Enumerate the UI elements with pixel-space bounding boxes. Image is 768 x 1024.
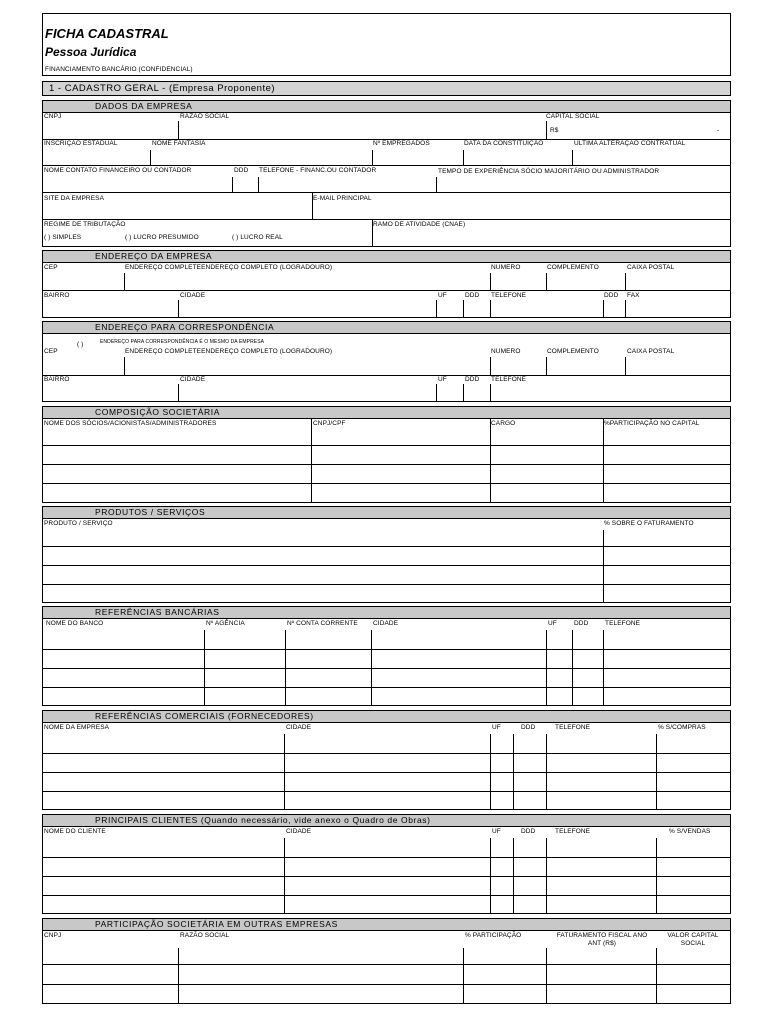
divider [546,630,547,706]
divider [42,895,731,896]
divider [178,948,179,1004]
divider [490,838,491,914]
col-cnpj: CNPJ [44,932,62,939]
divider [178,384,179,402]
label-capital-social: CAPITAL SOCIAL [546,113,600,120]
label-ddd: DDD [465,292,480,299]
col-nome-empresa: NOME DA EMPRESA [44,724,110,731]
label-uf: UF [438,376,447,383]
label-telefone: TELEFONE [491,376,527,383]
divider [42,464,731,465]
divider [603,300,604,318]
divider [546,948,547,1004]
divider [546,734,547,810]
divider [603,418,604,503]
label-currency: R$ [550,127,559,134]
divider [436,384,437,402]
divider [42,375,731,376]
produtos-title: PRODUTOS / SERVIÇOS [95,507,206,517]
divider [42,192,731,193]
divider [463,948,464,1004]
col-uf: UF [492,828,501,835]
section-1-bar [42,81,731,96]
dados-empresa-title: DADOS DA EMPRESA [95,101,193,111]
col-faturamento-fiscal: FATURAMENTO FISCAL ANO ANT (R$) [556,932,648,947]
clientes-title: PRINCIPAIS CLIENTES (Quando necessário, vide anexo o Quadro de Obras) [95,815,431,825]
col-uf: UF [492,724,501,731]
col-ddd: DDD [574,620,589,627]
clientes-table [42,826,731,914]
divider [284,734,285,810]
same-address-checkbox[interactable]: ( ) [77,341,84,348]
divider [42,483,731,484]
divider [42,964,731,965]
col-cidade: CIDADE [286,724,312,731]
col-conta-corrente: Nº CONTA CORRENTE [287,620,358,627]
option-lucro-presumido[interactable]: ( ) LUCRO PRESUMIDO [125,234,199,241]
divider [603,530,604,603]
label-nome-fantasia: NOME FANTASIA [152,140,206,147]
divider [656,948,657,1004]
form-title: FICHA CADASTRAL [45,26,169,41]
label-razao-social: RAZÃO SOCIAL [180,113,230,120]
col-ddd: DDD [521,724,536,731]
divider [463,384,464,402]
label-numero: NUMERO [491,264,521,271]
divider [625,357,626,375]
correspondencia-title: ENDEREÇO PARA CORRESPONDÊNCIA [95,322,275,332]
label-telefone: TELEFONE [491,292,527,299]
divider [513,838,514,914]
label-ddd: DDD [465,376,480,383]
divider [372,150,373,165]
label-experiencia: TEMPO DE EXPERIÊNCIA SÓCIO MAJORITÁRIO OU ADMINISTRADOR [438,168,660,175]
divider [572,630,573,706]
divider [42,791,731,792]
divider [42,687,731,688]
divider [42,649,731,650]
divider [42,565,731,566]
divider [656,838,657,914]
divider [490,357,491,375]
divider [490,734,491,810]
divider [546,357,547,375]
label-complemento: COMPLEMENTO [547,348,599,355]
col-cidade: CIDADE [286,828,312,835]
divider [284,838,285,914]
divider [42,219,731,220]
divider [656,734,657,810]
divider [285,630,286,706]
divider [546,838,547,914]
label-dash: - [717,127,720,134]
divider [572,150,573,165]
col-sobre-compras: % S/COMPRAS [658,724,706,731]
col-agencia: Nº AGÊNCIA [206,620,245,627]
composicao-table [42,418,731,503]
divider [546,121,547,139]
col-participacao-capital: %PARTICIPAÇÃO NO CAPITAL [604,420,700,427]
divider [311,418,312,503]
divider [42,668,731,669]
divider [204,630,205,706]
label-ddd-fax: DDD [604,292,619,299]
label-numero: NUMERO [491,348,521,355]
composicao-title: COMPOSIÇÃO SOCIETÁRIA [95,407,221,417]
label-caixa-postal: CAIXA POSTAL [627,348,675,355]
divider [490,273,491,290]
divider [625,300,626,318]
divider [436,300,437,318]
participacao-title: PARTICIPAÇÃO SOCIETÁRIA EM OUTRAS EMPRESAS [95,919,338,929]
divider [42,876,731,877]
divider [258,177,259,192]
divider [513,734,514,810]
divider [178,121,179,139]
divider [42,857,731,858]
label-logradouro: ENDEREÇO COMPLETEENDEREÇO COMPLETO (LOGRADOURO) [125,348,333,355]
bancarias-title: REFERÊNCIAS BANCÁRIAS [95,607,220,617]
endereco-empresa-title: ENDEREÇO DA EMPRESA [95,251,213,261]
col-nome-cliente: NOME DO CLIENTE [44,828,106,835]
divider [42,984,731,985]
col-cidade: CIDADE [373,620,399,627]
divider [490,300,491,318]
divider [124,357,125,375]
bancarias-table [42,618,731,706]
label-cidade: CIDADE [180,292,206,299]
label-bairro: BAIRRO [44,376,70,383]
divider [603,630,604,706]
produtos-table [42,518,731,603]
label-site: SITE DA EMPRESA [44,195,105,202]
form-subtitle: Pessoa Jurídica [45,45,137,59]
col-nome-banco: NOME DO BANCO [46,620,104,627]
col-cnpj-cpf: CNPJ/CPF [313,420,346,427]
divider [42,753,731,754]
col-cargo: CARGO [491,420,516,427]
same-address-label: ENDEREÇO PARA CORRESPONDÊNCIA É O MESMO DA EMPRESA [100,339,265,345]
divider [124,273,125,290]
divider [436,177,437,192]
label-ultima-alteracao: ULTIMA ALTERAÇÃO CONTRATUAL [574,140,686,147]
col-telefone: TELEFONE [605,620,641,627]
label-fax: FAX [627,292,640,299]
label-email: E-MAIL PRINCIPAL [313,195,372,202]
label-telefone-contador: TELEFONE - FINANC.OU CONTADOR [259,167,377,174]
comerciais-title: REFERÊNCIAS COMERCIAIS (FORNECEDORES) [95,711,314,721]
option-simples[interactable]: ( ) SIMPLES [44,234,82,241]
col-valor-capital-social: VALOR CAPITAL SOCIAL [667,932,719,947]
divider [490,384,491,402]
label-uf: UF [438,292,447,299]
divider [463,150,464,165]
label-cnae: RAMO DE ATIVIDADE (CNAE) [373,221,466,228]
label-cidade: CIDADE [180,376,206,383]
label-data-constituicao: DATA DA CONSTITUIÇÃO [464,140,544,147]
divider [463,300,464,318]
label-caixa-postal: CAIXA POSTAL [627,264,675,271]
label-contato: NOME CONTATO FINANCEIRO OU CONTADOR [44,167,192,174]
label-empregados: Nº EMPREGADOS [373,140,430,147]
divider [42,546,731,547]
section-1-title: 1 - CADASTRO GERAL - (Empresa Proponente) [49,83,276,94]
label-ddd: DDD [234,167,249,174]
divider [232,177,233,192]
divider [371,630,372,706]
col-sobre-vendas: % S/VENDAS [669,828,711,835]
divider [42,165,731,166]
col-produto-servico: PRODUTO / SERVIÇO [44,520,113,527]
label-bairro: BAIRRO [44,292,70,299]
col-nome-socios: NOME DOS SÓCIOS/ACIONISTAS/ADMINISTRADORES [44,420,217,427]
divider [42,772,731,773]
divider [178,300,179,318]
divider [150,150,151,165]
col-sobre-faturamento: % SOBRE O FATURAMENTO [604,520,694,527]
label-inscricao-estadual: INSCRIÇÃO ESTADUAL [44,140,118,147]
col-ddd: DDD [521,828,536,835]
divider [42,290,731,291]
label-logradouro: ENDEREÇO COMPLETEENDEREÇO COMPLETO (LOGRADOURO) [125,264,333,271]
confidential-note: FINANCIAMENTO BANCÁRIO (CONFIDENCIAL) [45,66,193,73]
divider [42,584,731,585]
label-cep: CEP [44,264,58,271]
divider [546,273,547,290]
col-razao-social: RAZÃO SOCIAL [180,932,230,939]
label-regime: REGIME DE TRIBUTAÇÃO [44,221,126,228]
comerciais-table [42,722,731,810]
label-cep: CEP [44,348,58,355]
divider [625,273,626,290]
divider [490,418,491,503]
col-uf: UF [548,620,557,627]
divider [42,445,731,446]
col-telefone: TELEFONE [555,828,591,835]
label-cnpj: CNPJ [44,113,62,120]
col-participacao: % PARTICIPAÇÃO [465,932,522,939]
col-telefone: TELEFONE [555,724,591,731]
label-complemento: COMPLEMENTO [547,264,599,271]
option-lucro-real[interactable]: ( ) LUCRO REAL [232,234,283,241]
